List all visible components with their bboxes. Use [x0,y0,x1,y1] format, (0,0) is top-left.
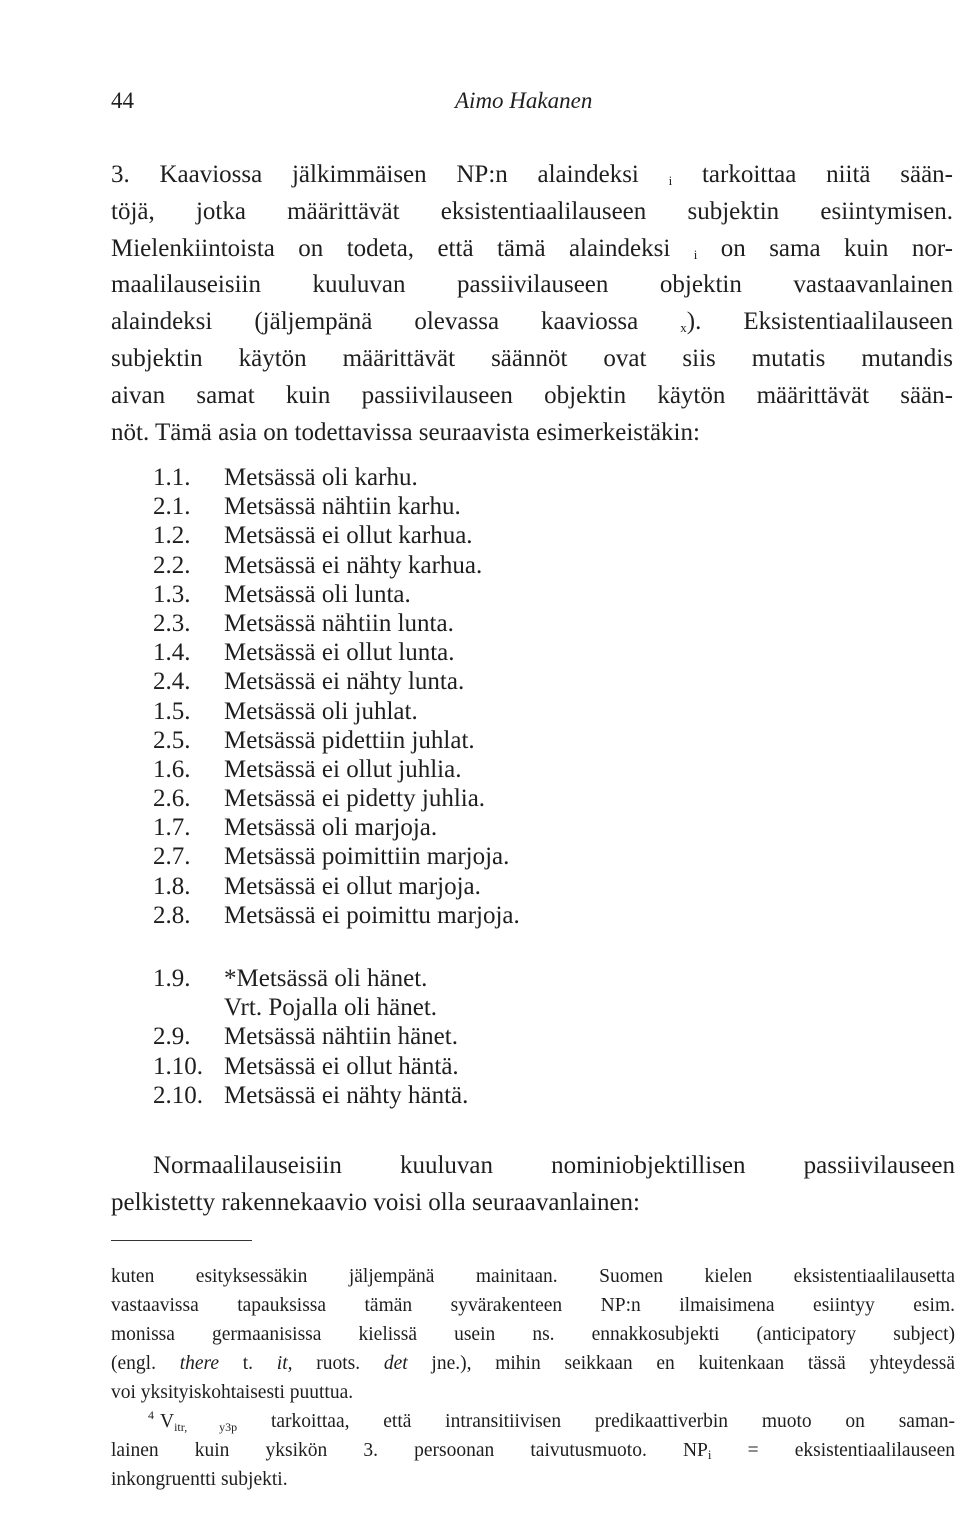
example-item [153,784,520,813]
footnote-line: vastaavissa tapauksissa tämän syvärakenteen NP:n ilmaisimena esiintyy esim. [111,1295,955,1316]
example-item [153,609,520,638]
text-line: töjä, jotka määrittävät eksistentiaalilauseen subjektin esiintymisen. [111,197,953,225]
example-number: 2.2. [153,551,191,579]
footnote-line: kuten esityksessäkin jäljempänä mainitaan. Suomen kielen eksistentiaalilausetta [111,1266,955,1287]
example-number: 2.7. [153,843,191,871]
text-line: maalilauseisiin kuuluvan passiivilauseen objektin vastaavanlainen [111,271,953,299]
example-item [153,872,520,901]
example-number: 1.1. [153,464,191,491]
example-item [153,1022,468,1051]
example-sentence: Metsässä ei ollut lunta. [224,639,455,667]
example-item [153,492,520,521]
example-number: 1.6. [153,755,191,783]
example-item [153,551,520,580]
example-number: 1.2. [153,522,191,550]
footnote-line: (engl. there t. it, ruots. det jne.), mihin seikkaan en kuitenkaan tässä yhteydessä [111,1353,956,1374]
text-line: Mielenkiintoista on todeta, että tämä alaindeksi $_i$ on sama kuin nor- [111,234,953,262]
closing-paragraph [111,1148,955,1221]
example-sentence: Metsässä ei nähty karhua. [224,551,483,579]
example-item [153,463,520,492]
example-sentence: Metsässä oli karhu. [224,464,418,491]
example-item [153,580,520,609]
example-number: 2.5. [153,726,191,754]
example-number: 1.8. [153,872,191,900]
example-number: 1.7. [153,814,191,842]
example-sentence: Metsässä nähtiin hänet. [224,1023,458,1051]
text-line: Normaalilauseisiin kuuluvan nominiobjektillisen passiivilauseen [153,1152,955,1179]
footnote-line: inkongruentti subjekti. [111,1469,288,1490]
text-line: pelkistetty rakennekaavio voisi olla seuraavanlainen: [111,1188,640,1216]
example-item [153,1081,468,1110]
footnote-line: voi yksityiskohtaisesti puuttua. [111,1382,354,1403]
example-list [153,463,520,930]
example-number [153,993,224,1022]
example-item [153,842,520,871]
example-item [153,638,520,667]
example-number: 2.4. [153,668,191,696]
example-item [153,1052,468,1081]
example-sentence: Metsässä ei ollut häntä. [224,1052,459,1080]
footnote-line: monissa germaanisissa kielissä usein ns. ennakkosubjekti (anticipatory subject) [111,1324,955,1345]
example-number: 1.3. [153,580,191,608]
example-sentence: Metsässä poimittiin marjoja. [224,843,510,871]
example-sentence: Vrt. Pojalla oli hänet. [224,994,438,1022]
footnote-line: $^4$ $V_{itr, y3p}$ tarkoittaa, että intransitiivisen predikaattiverbin muoto on saman- [148,1408,956,1434]
example-sentence: Metsässä ei nähty lunta. [224,668,465,696]
example-number: 2.1. [153,493,191,521]
example-number: 1.5. [153,697,191,725]
example-sentence: Metsässä ei ollut marjoja. [224,872,481,900]
example-number: 2.10. [153,1081,203,1109]
example-number: 1.10. [153,1052,203,1080]
example-item [153,993,468,1022]
footnote-divider [111,1240,252,1241]
text-line: subjektin käytön määrittävät säännöt ovat siis mutatis mutandis [111,344,953,372]
example-sentence: Metsässä ei nähty häntä. [224,1081,469,1109]
footnotes [111,1262,955,1494]
example-sentence: Metsässä oli lunta. [224,580,411,608]
example-sentence: Metsässä pidettiin juhlat. [224,726,475,754]
example-sentence: Metsässä ei pidetty juhlia. [224,785,486,813]
example-sentence: Metsässä ei ollut karhua. [224,522,473,550]
example-item [153,726,520,755]
footnote-line: lainen kuin yksikön 3. persoonan taivutusmuoto. $NP_i$ = eksistentiaalilauseen [111,1440,955,1462]
example-item [153,964,468,993]
example-sentence: Metsässä nähtiin lunta. [224,609,454,637]
example-item [153,521,520,550]
example-number: 1.9. [153,965,191,992]
text-line: 3. Kaaviossa jälkimmäisen NP:n alaindeksi $_i$ tarkoittaa niitä sään- [111,161,954,188]
example-number: 2.9. [153,1023,191,1051]
example-item [153,697,520,726]
example-sentence: Metsässä nähtiin karhu. [224,493,461,521]
page-header [111,88,911,122]
example-number: 1.4. [153,639,191,667]
text-line: nöt. Tämä asia on todettavissa seuraavista esimerkeistäkin: [111,418,700,446]
example-item [153,901,520,930]
page-number: 44 [111,88,134,113]
example-number: 2.8. [153,901,191,929]
example-sentence: Metsässä ei ollut juhlia. [224,755,462,783]
example-sentence: Metsässä ei poimittu marjoja. [224,901,520,929]
running-head: Aimo Hakanen [455,88,593,113]
example-sentence: Metsässä oli marjoja. [224,814,438,842]
example-item [153,667,520,696]
example-number: 2.3. [153,609,191,637]
example-sentence: *Metsässä oli hänet. [224,965,428,992]
text-line: alaindeksi (jäljempänä olevassa kaaviossa $_x$). Eksistentiaalilauseen [111,308,954,336]
example-list-continued [153,964,468,1110]
example-item [153,755,520,784]
example-number: 2.6. [153,785,191,813]
example-sentence: Metsässä oli juhlat. [224,697,418,725]
text-line: aivan samat kuin passiivilauseen objektin käytön määrittävät sään- [111,381,953,409]
example-item [153,813,520,842]
body-paragraph [111,157,953,451]
